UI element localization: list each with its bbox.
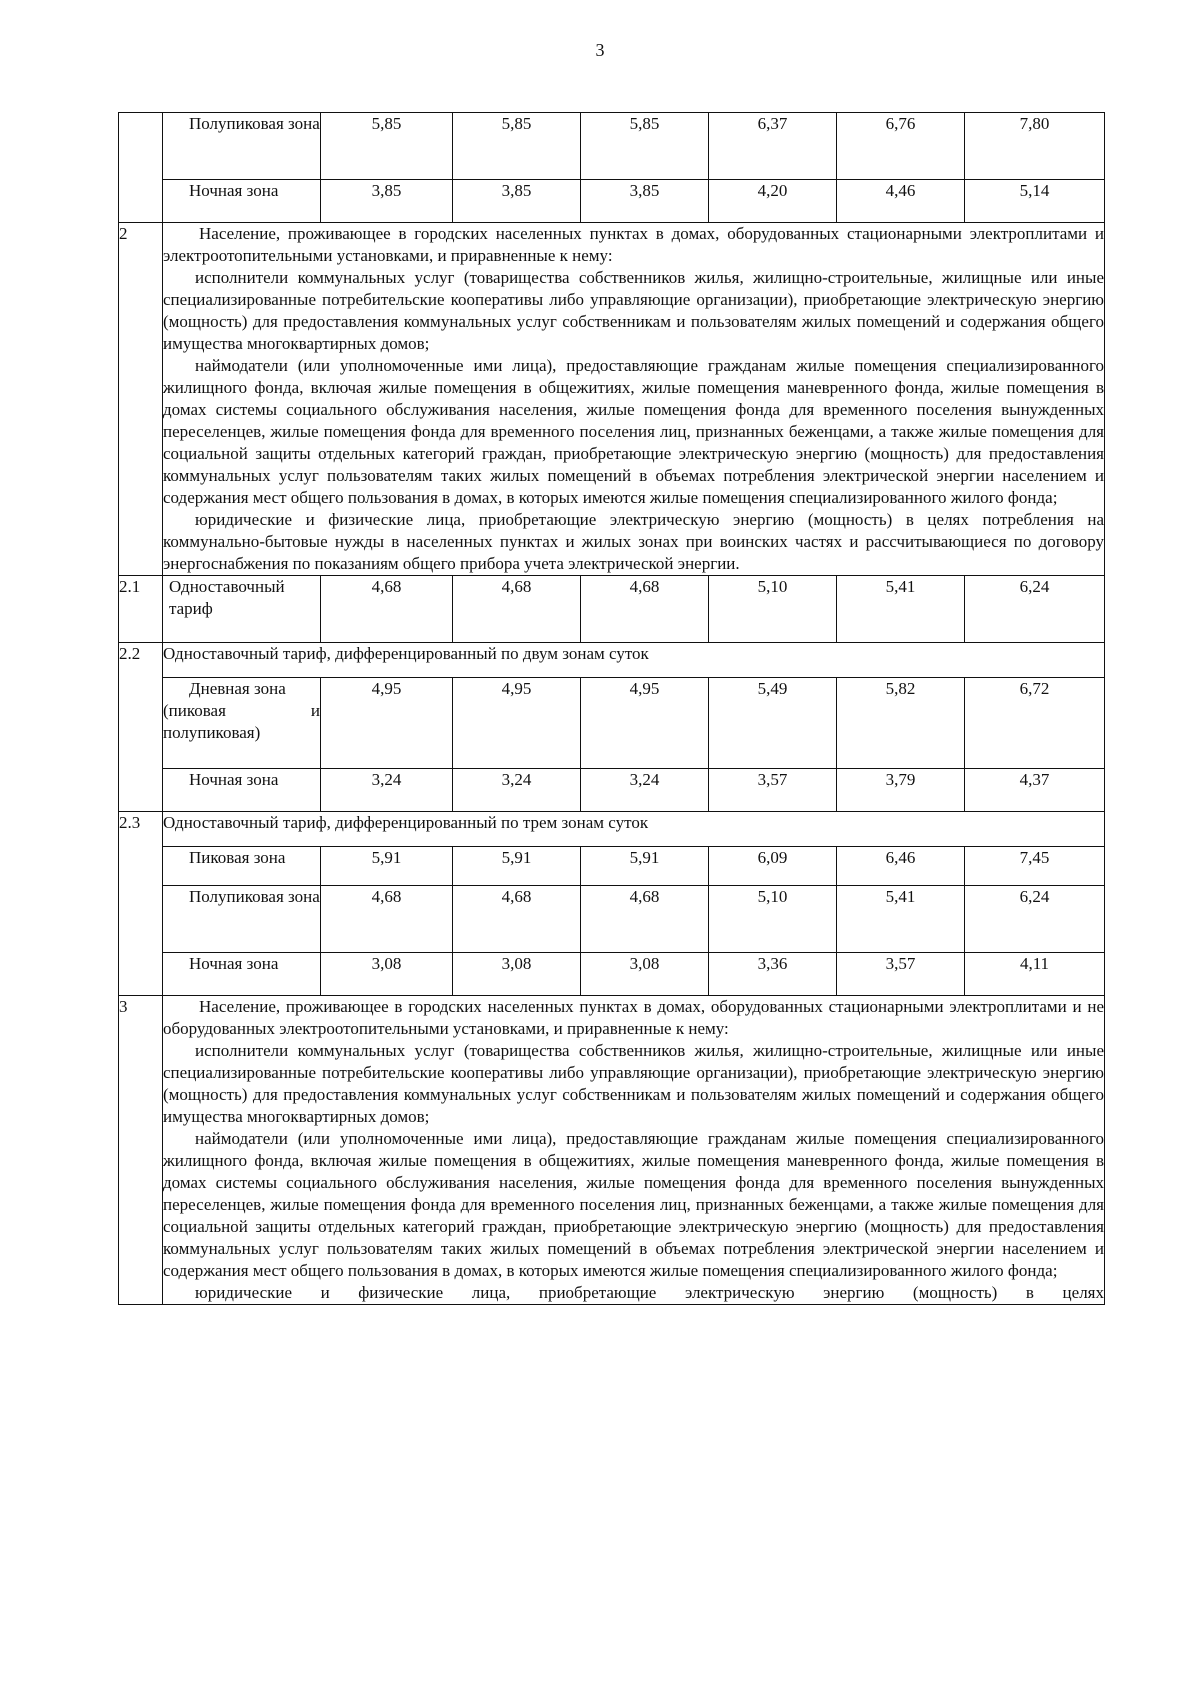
row-number: 2.2 — [119, 643, 163, 812]
value-cell: 5,10 — [709, 576, 837, 643]
table-row-section-3 — [119, 996, 1105, 1305]
description-paragraph: наймодатели (или уполномоченные ими лица), предоставляющие гражданам жилые помещения специализированного жилищного фонда, включая жилые помещения в общежитиях, жилые помещения маневренного фонда, жилые помещения в домах системы социального обслуживания населения, жилые помещения фонда для временного поселения вынужденных переселенцев, жилые помещения фонда для временного поселения лиц, признанных беженцами, а также жилые помещения для социальной защиты отдельных категорий граждан, приобретающие электрическую энергию (мощность) для предоставления коммунальных услуг пользователям таких жилых помещений в объемах потребления электрической энергии населением и содержания мест общего пользования в домах, в которых имеются жилые помещения специализированного жилого фонда; — [163, 356, 1104, 507]
table-row-night-2-2 — [119, 769, 1105, 812]
zone-label-cell — [163, 113, 321, 180]
table-row-peak-zone — [119, 847, 1105, 886]
value-cell: 4,68 — [581, 886, 709, 953]
description-paragraph: исполнители коммунальных услуг (товарищества собственников жилья, жилищно-строительные, жилищные или иные специализированные потребительские кооперативы либо управляющие организации), приобретающие электрическую энергию (мощность) для предоставления коммунальных услуг собственникам и пользователям жилых помещений и содержания общего имущества многоквартирных домов; — [163, 1041, 1104, 1126]
zone-label: Ночная зона — [189, 954, 279, 973]
zone-label-line: полупиковая) — [163, 723, 261, 742]
value-cell: 5,85 — [321, 113, 453, 180]
row-number: 2 — [119, 223, 163, 576]
value-cell: 6,24 — [965, 886, 1105, 953]
section-description — [163, 223, 1105, 576]
description-paragraph: Население, проживающее в городских населенных пунктах в домах, оборудованных стационарными электроплитами и электроотопительными установками, и приравненные к нему: — [163, 224, 1104, 265]
value-cell: 3,85 — [453, 180, 581, 223]
value-cell: 5,91 — [321, 847, 453, 886]
value-cell: 4,95 — [581, 678, 709, 769]
zone-label-cell — [163, 953, 321, 996]
value-cell: 5,91 — [581, 847, 709, 886]
zone-label-line: (пиковая и — [163, 701, 320, 720]
zone-label-cell — [163, 847, 321, 886]
description-paragraph: исполнители коммунальных услуг (товарищества собственников жилья, жилищно-строительные, жилищные или иные специализированные потребительские кооперативы либо управляющие организации), приобретающие электрическую энергию (мощность) для предоставления коммунальных услуг собственникам и пользователям жилых помещений и содержания общего имущества многоквартирных домов; — [163, 268, 1104, 353]
value-cell: 6,37 — [709, 113, 837, 180]
value-cell: 5,91 — [453, 847, 581, 886]
row-number: 2.3 — [119, 812, 163, 996]
value-cell: 3,24 — [581, 769, 709, 812]
subsection-heading: Одноставочный тариф, дифференцированный по двум зонам суток — [163, 643, 1105, 678]
value-cell: 3,79 — [837, 769, 965, 812]
value-cell: 4,68 — [453, 576, 581, 643]
table-row-semi-peak-2-3 — [119, 886, 1105, 953]
value-cell: 3,08 — [321, 953, 453, 996]
value-cell: 4,68 — [453, 886, 581, 953]
description-paragraph: юридические и физические лица, приобретающие электрическую энергию (мощность) в целях — [195, 1283, 1104, 1302]
description-paragraph: наймодатели (или уполномоченные ими лица), предоставляющие гражданам жилые помещения специализированного жилищного фонда, включая жилые помещения в общежитиях, жилые помещения маневренного фонда, жилые помещения в домах системы социального обслуживания населения, жилые помещения фонда для временного поселения вынужденных переселенцев, жилые помещения фонда для временного поселения лиц, признанных беженцами, а также жилые помещения для социальной защиты отдельных категорий граждан, приобретающие электрическую энергию (мощность) для предоставления коммунальных услуг пользователям таких жилых помещений в объемах потребления электрической энергии населением и содержания мест общего пользования в домах, в которых имеются жилые помещения специализированного жилого фонда; — [163, 1129, 1104, 1280]
value-cell: 7,45 — [965, 847, 1105, 886]
table-row-2-2-heading — [119, 643, 1105, 678]
zone-label-line: Дневная зона — [189, 679, 286, 698]
value-cell: 3,08 — [581, 953, 709, 996]
value-cell: 3,24 — [453, 769, 581, 812]
row-number: 2.1 — [119, 576, 163, 643]
value-cell: 5,14 — [965, 180, 1105, 223]
value-cell: 5,49 — [709, 678, 837, 769]
tariff-table — [118, 112, 1105, 1305]
value-cell: 4,95 — [453, 678, 581, 769]
zone-label: Полупиковая зона — [189, 114, 320, 133]
value-cell: 3,24 — [321, 769, 453, 812]
zone-label: Ночная зона — [189, 181, 279, 200]
row-number-cell — [119, 113, 163, 223]
table-row-day-zone — [119, 678, 1105, 769]
value-cell: 3,57 — [837, 953, 965, 996]
value-cell: 4,68 — [581, 576, 709, 643]
value-cell: 7,80 — [965, 113, 1105, 180]
value-cell: 3,36 — [709, 953, 837, 996]
value-cell: 4,95 — [321, 678, 453, 769]
value-cell: 4,37 — [965, 769, 1105, 812]
value-cell: 5,41 — [837, 576, 965, 643]
value-cell: 5,10 — [709, 886, 837, 953]
value-cell: 6,72 — [965, 678, 1105, 769]
value-cell: 5,82 — [837, 678, 965, 769]
value-cell: 3,85 — [581, 180, 709, 223]
value-cell: 4,46 — [837, 180, 965, 223]
value-cell: 6,09 — [709, 847, 837, 886]
description-paragraph: Население, проживающее в городских населенных пунктах в домах, оборудованных стационарными электроплитами и не оборудованных электроотопительными установками, и приравненные к нему: — [163, 997, 1104, 1038]
zone-label: Полупиковая зона — [189, 887, 320, 906]
value-cell: 3,08 — [453, 953, 581, 996]
value-cell: 4,68 — [321, 576, 453, 643]
table-row-semi-peak-1 — [119, 113, 1105, 180]
value-cell: 5,85 — [453, 113, 581, 180]
description-paragraph: юридические и физические лица, приобретающие электрическую энергию (мощность) в целях потребления на коммунально-бытовые нужды в населенных пунктах и жилых зонах при воинских частях и рассчитывающиеся по договору энергоснабжения по показаниям общего прибора учета электрической энергии. — [163, 510, 1104, 573]
zone-label-cell — [163, 678, 321, 769]
zone-label-cell — [163, 180, 321, 223]
tariff-label: Одноставочный тариф — [163, 576, 321, 643]
zone-label: Ночная зона — [189, 770, 279, 789]
value-cell: 4,20 — [709, 180, 837, 223]
row-number: 3 — [119, 996, 163, 1305]
value-cell: 4,11 — [965, 953, 1105, 996]
zone-label-cell — [163, 769, 321, 812]
table-row-night-1 — [119, 180, 1105, 223]
value-cell: 6,46 — [837, 847, 965, 886]
page-number: 3 — [595, 40, 605, 60]
subsection-heading: Одноставочный тариф, дифференцированный по трем зонам суток — [163, 812, 1105, 847]
section-description — [163, 996, 1105, 1305]
table-row-section-2 — [119, 223, 1105, 576]
table-row-2-1 — [119, 576, 1105, 643]
zone-label-cell — [163, 886, 321, 953]
value-cell: 6,24 — [965, 576, 1105, 643]
value-cell: 3,85 — [321, 180, 453, 223]
value-cell: 3,57 — [709, 769, 837, 812]
value-cell: 5,85 — [581, 113, 709, 180]
value-cell: 4,68 — [321, 886, 453, 953]
value-cell: 5,41 — [837, 886, 965, 953]
zone-label: Пиковая зона — [189, 848, 286, 867]
value-cell: 6,76 — [837, 113, 965, 180]
table-row-2-3-heading — [119, 812, 1105, 847]
table-row-night-2-3 — [119, 953, 1105, 996]
